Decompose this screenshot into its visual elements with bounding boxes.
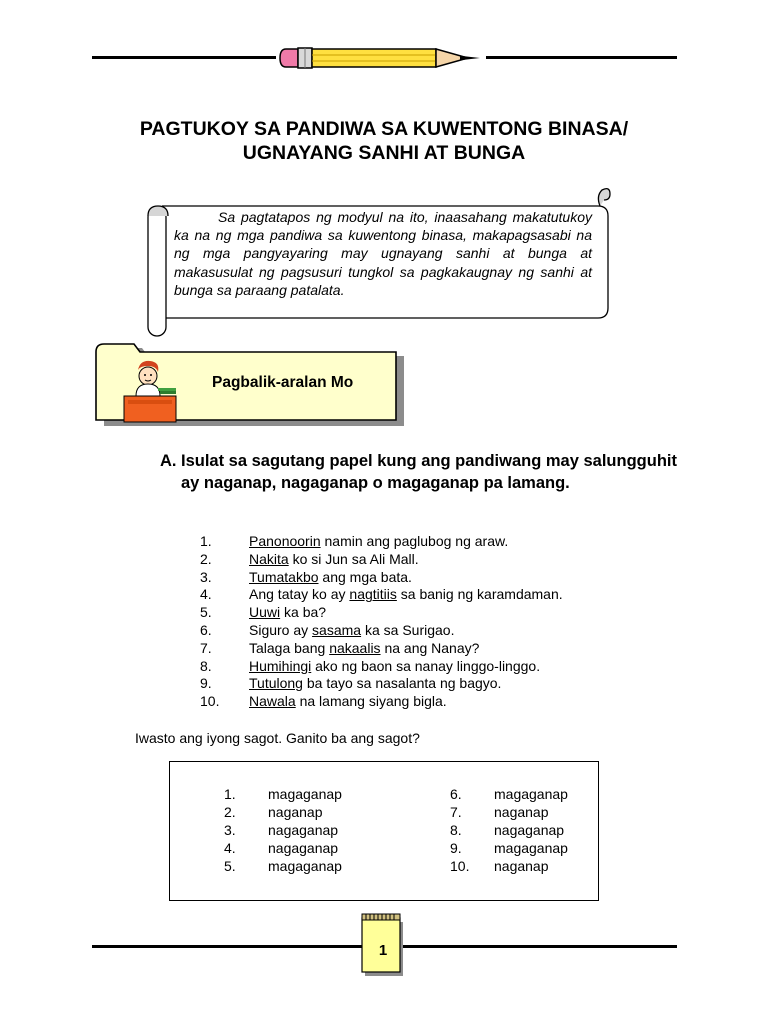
answer-number: 7. bbox=[450, 804, 462, 820]
item-number: 7. bbox=[200, 639, 212, 656]
underlined-verb: Nakita bbox=[249, 550, 289, 567]
item-text-after: na ang Nanay? bbox=[380, 639, 480, 656]
section-a-instruction bbox=[160, 450, 680, 494]
item-text-before: Siguro ay bbox=[249, 621, 313, 638]
item-text-after: sa banig ng karamdaman. bbox=[396, 586, 563, 603]
item-text-before: Ang tatay ko ay bbox=[249, 586, 350, 603]
answer-row bbox=[224, 857, 342, 875]
item-number: 1. bbox=[200, 533, 212, 549]
page-number-pad bbox=[360, 912, 406, 978]
item-text-after: ang mga bata. bbox=[318, 568, 412, 585]
underlined-verb: Humihingi bbox=[249, 657, 312, 674]
answer-number: 4. bbox=[224, 840, 236, 856]
exercise-item bbox=[200, 693, 563, 711]
answer-number: 9. bbox=[450, 840, 462, 856]
exercise-item bbox=[200, 640, 563, 658]
answer-row bbox=[224, 785, 342, 803]
objective-paragraph: Sa pagtatapos ng modyul na ito, inaasahang makatutukoy ka na ng mga pandiwa sa kuwentong binasa, makapagsasabi na ng mga pangyayaring may ugnayang sanhi at bunga at makasusulat ng pagsusuri tungkol sa pagkakaugnay ng sanhi at bunga sa paraang patalata. bbox=[174, 209, 592, 298]
answer-text: naganap bbox=[494, 858, 549, 874]
answer-column-left bbox=[224, 785, 342, 875]
item-number: 5. bbox=[200, 604, 212, 621]
item-number: 6. bbox=[200, 621, 212, 638]
item-text-after: na lamang siyang bigla. bbox=[295, 693, 447, 710]
answer-row bbox=[450, 803, 568, 821]
item-text-after: ko si Jun sa Ali Mall. bbox=[288, 550, 419, 567]
underlined-verb: Tumatakbo bbox=[249, 568, 319, 585]
exercise-item bbox=[200, 604, 563, 622]
item-text-after: ba tayo sa nasalanta ng bagyo. bbox=[302, 675, 502, 692]
item-text-before: Talaga bang bbox=[249, 639, 330, 656]
exercise-item bbox=[200, 658, 563, 676]
answer-number: 8. bbox=[450, 822, 462, 838]
answer-text: magaganap bbox=[268, 858, 342, 874]
item-number: 9. bbox=[200, 675, 212, 692]
exercise-item bbox=[200, 675, 563, 693]
item-text-after: ka ba? bbox=[280, 604, 327, 621]
answer-row bbox=[224, 839, 342, 857]
exercise-list bbox=[200, 533, 563, 711]
answer-text: naganap bbox=[268, 804, 323, 820]
underlined-verb: Uuwi bbox=[249, 604, 281, 621]
answer-row bbox=[450, 785, 568, 803]
underlined-verb: Nawala bbox=[249, 693, 296, 710]
item-number: 10. bbox=[200, 693, 220, 710]
answer-number: 6. bbox=[450, 786, 462, 802]
answer-number: 2. bbox=[224, 804, 236, 820]
section-letter: A. bbox=[160, 452, 177, 470]
pencil-icon bbox=[276, 44, 486, 72]
underlined-verb: Panonoorin bbox=[249, 533, 321, 549]
answer-row bbox=[450, 839, 568, 857]
answer-text: nagaganap bbox=[268, 822, 339, 838]
answer-text: magaganap bbox=[268, 786, 342, 802]
underlined-verb: nagtitiis bbox=[349, 586, 397, 603]
underlined-verb: sasama bbox=[312, 621, 362, 638]
answer-text: naganap bbox=[494, 804, 549, 820]
banner-label: Pagbalik-aralan Mo bbox=[212, 374, 354, 391]
item-number: 3. bbox=[200, 568, 212, 585]
answer-row bbox=[450, 821, 568, 839]
student-at-desk-icon bbox=[118, 356, 188, 424]
title-line-2: UGNAYANG SANHI AT BUNGA bbox=[242, 142, 526, 164]
exercise-item bbox=[200, 551, 563, 569]
check-answer-text: Iwasto ang iyong sagot. Ganito ba ang sagot? bbox=[135, 730, 420, 746]
item-text-after: ako ng baon sa nanay linggo-linggo. bbox=[311, 657, 541, 674]
page-number: 1 bbox=[378, 942, 388, 959]
underlined-verb: Tutulong bbox=[249, 675, 303, 692]
answer-row bbox=[224, 821, 342, 839]
answer-column-right bbox=[450, 785, 568, 875]
exercise-item bbox=[200, 586, 563, 604]
answer-row bbox=[224, 803, 342, 821]
item-text-after: ka sa Surigao. bbox=[361, 621, 455, 638]
item-number: 2. bbox=[200, 550, 212, 567]
answer-number: 10. bbox=[450, 858, 470, 874]
answer-row bbox=[450, 857, 568, 875]
answer-key-box bbox=[169, 761, 599, 901]
answer-number: 5. bbox=[224, 858, 236, 874]
objective-text bbox=[174, 208, 592, 299]
section-instruction-text: Isulat sa sagutang papel kung ang pandiwang may salungguhit ay naganap, nagaganap o magaganap pa lamang. bbox=[181, 452, 677, 492]
answer-text: magaganap bbox=[494, 840, 568, 856]
answer-text: nagaganap bbox=[494, 822, 565, 838]
underlined-verb: nakaalis bbox=[329, 639, 381, 656]
exercise-item bbox=[200, 533, 563, 551]
answer-text: nagaganap bbox=[268, 840, 339, 856]
item-number: 8. bbox=[200, 657, 212, 674]
answer-number: 3. bbox=[224, 822, 236, 838]
page-title bbox=[0, 117, 768, 165]
item-text-after: namin ang paglubog ng araw. bbox=[320, 533, 509, 549]
exercise-item bbox=[200, 622, 563, 640]
answer-text: magaganap bbox=[494, 786, 568, 802]
item-number: 4. bbox=[200, 586, 212, 603]
answer-number: 1. bbox=[224, 786, 236, 802]
exercise-item bbox=[200, 569, 563, 587]
title-line-1: PAGTUKOY SA PANDIWA SA KUWENTONG BINASA/ bbox=[139, 118, 629, 140]
